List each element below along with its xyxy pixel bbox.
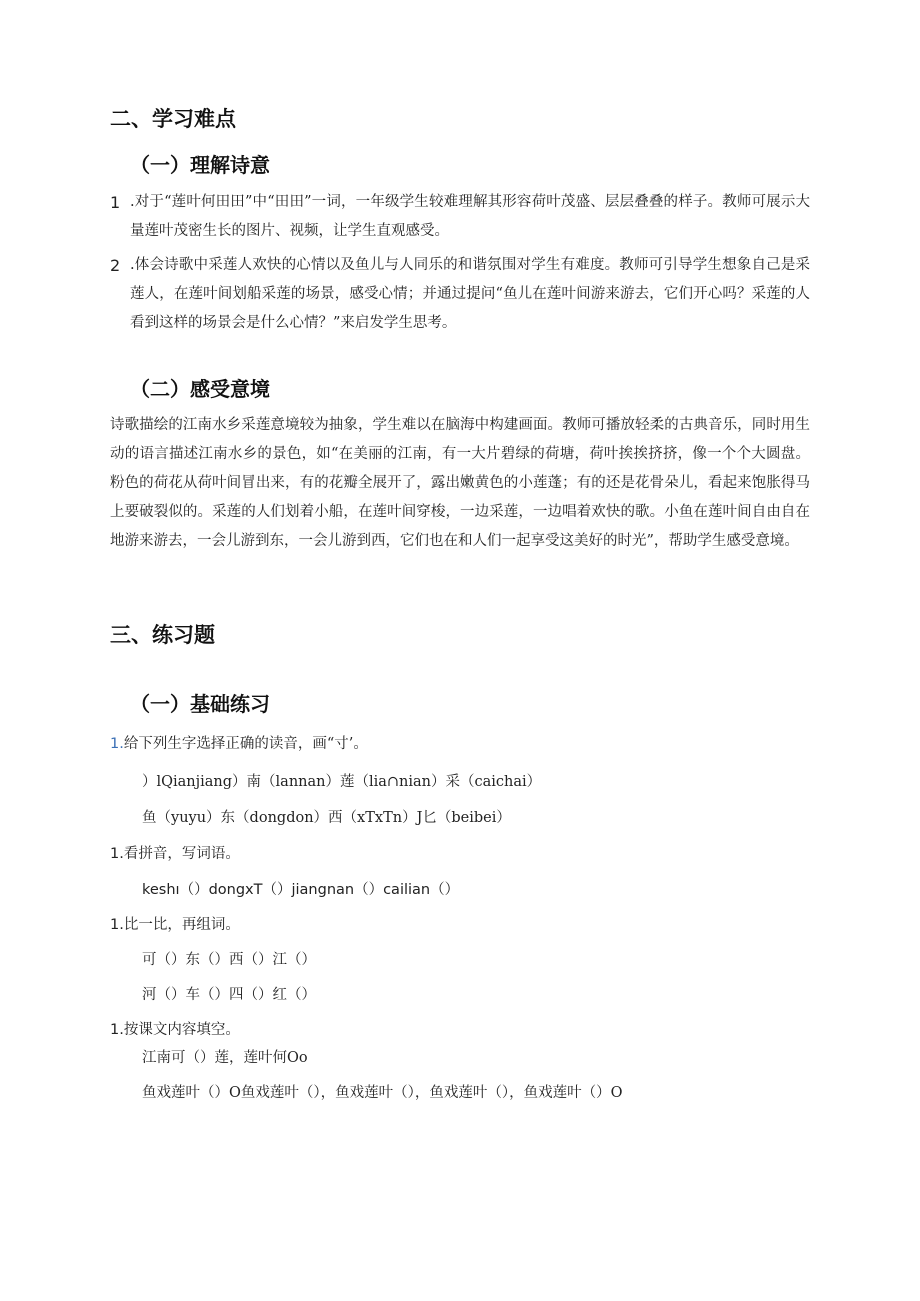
list-item-number: 1 (110, 193, 121, 212)
question-1-prompt (110, 732, 368, 753)
question-number: 1. (110, 1022, 124, 1038)
mood-paragraph: 诗歌描绘的江南水乡采莲意境较为抽象，学生难以在脑海中构建画面。教师可播放轻柔的古典音乐，同时用生动的语言描述江南水乡的景色，如“在美丽的江南，有一大片碧绿的荷塘，荷叶挨挨挤挤，像一个个大圆盘。粉色的荷花从荷叶间冒出来，有的花瓣全展开了，露出嫩黄色的小莲蓬；有的还是花骨朵儿，看起来饱胀得马上要破裂似的。采莲的人们划着小船，在莲叶间穿梭，一边采莲，一边唱着欢快的歌。小鱼在莲叶间自由自在地游来游去，一会儿游到东，一会儿游到西，它们也在和人们一起享受这美好的时光”，帮助学生感受意境。 (110, 417, 810, 549)
list-item-number: 2 (110, 256, 121, 275)
question-number: 1. (110, 736, 124, 752)
section-heading-exercises: 三、练习题 (110, 623, 215, 647)
question-3-prompt (110, 913, 240, 934)
subheading-feel-mood: （二）感受意境 (130, 377, 270, 401)
question-2-prompt (110, 842, 240, 863)
question-prompt-text: 给下列生字选择正确的读音，画“寸’。 (123, 736, 368, 752)
list-item (110, 251, 810, 338)
list-item (110, 188, 810, 246)
question-1-line-2: 鱼（yuyu）东（dongdon）西（xTxTn）J匕（beibei） (142, 810, 511, 826)
question-3-line-2: 河（）车（）四（）红（） (142, 987, 316, 1003)
question-number: 1. (110, 846, 124, 862)
list-item-text: .体会诗歌中采莲人欢快的心情以及鱼儿与人同乐的和谐氛围对学生有难度。教师可引导学生想象自己是采莲人，在莲叶间划船采莲的场景，感受心情；并通过提问“鱼儿在莲叶间游来游去，它们开心吗？采莲的人看到这样的场景会是什么心情？”来启发学生思考。 (130, 257, 810, 331)
subheading-understand-poem: （一）理解诗意 (130, 153, 270, 177)
question-prompt-text: 比一比，再组词。 (123, 917, 240, 933)
question-2-line-1: keshı（）dongxT（）jiangnan（）cailian（） (142, 882, 460, 898)
subheading-basic-practice: （一）基础练习 (130, 692, 270, 716)
section-heading-difficulties: 二、学习难点 (110, 107, 236, 131)
question-4-line-2: 鱼戏莲叶（）O鱼戏莲叶（），鱼戏莲叶（），鱼戏莲叶（），鱼戏莲叶（）O (142, 1085, 623, 1101)
question-1-line-1: ）lQianjiang）南（lannan）莲（lia∩nian）采（caichai） (142, 774, 542, 790)
question-4-prompt (110, 1018, 240, 1039)
question-3-line-1: 可（）东（）西（）江（） (142, 952, 316, 968)
question-4-line-1: 江南可（）莲，莲叶何Oo (142, 1050, 308, 1066)
question-prompt-text: 看拼音，写词语。 (123, 846, 240, 862)
question-number: 1. (110, 917, 124, 933)
list-item-text: .对于“莲叶何田田”中“田田”一词，一年级学生较难理解其形容荷叶茂盛、层层叠叠的样子。教师可展示大量莲叶茂密生长的图片、视频，让学生直观感受。 (130, 194, 810, 239)
question-prompt-text: 按课文内容填空。 (123, 1022, 240, 1038)
